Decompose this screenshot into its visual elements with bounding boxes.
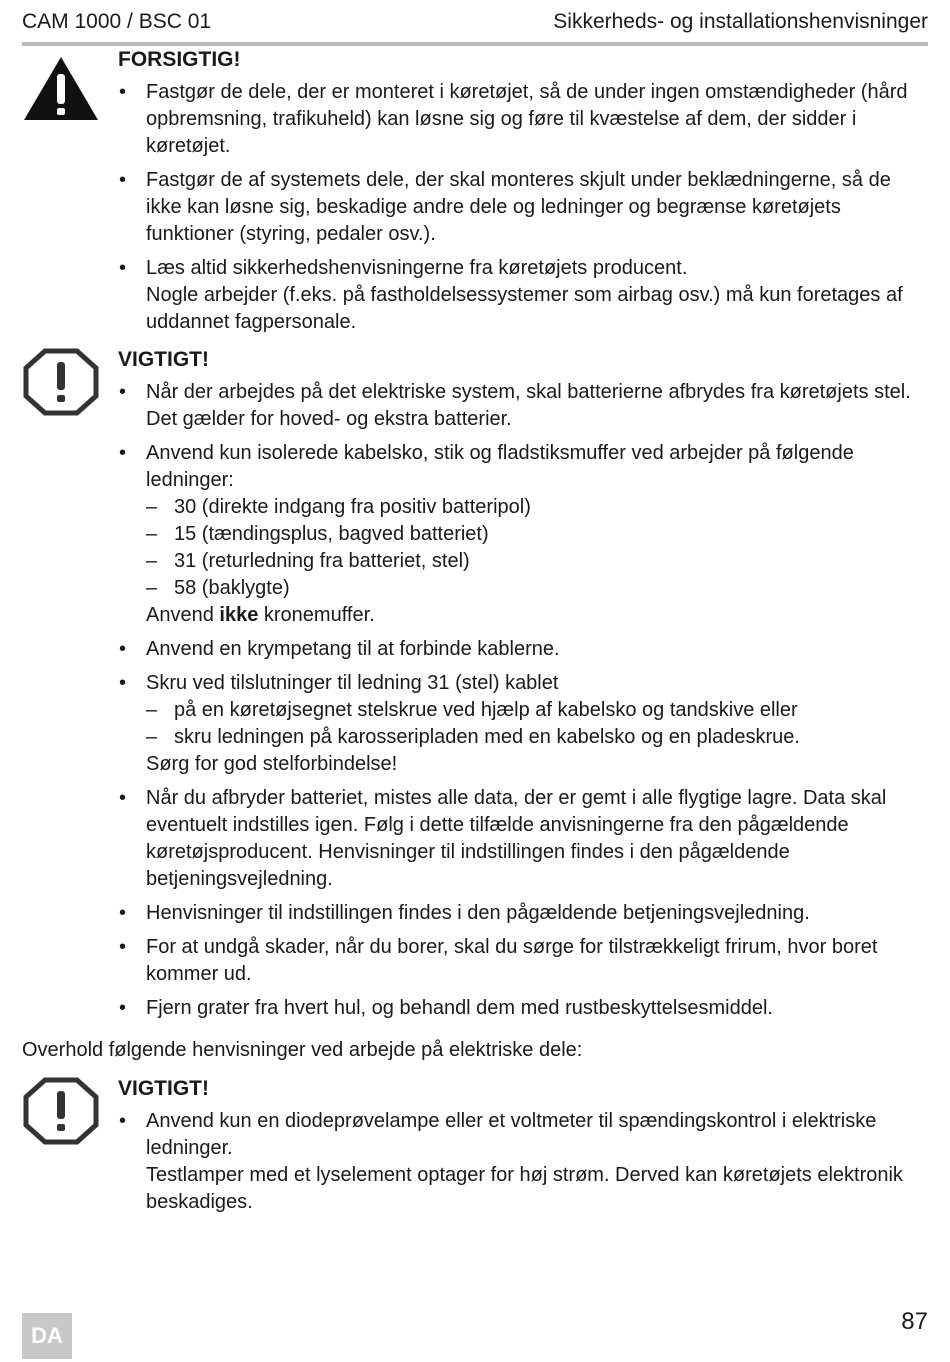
language-badge: DA [22, 1313, 72, 1359]
important-heading: VIGTIGT! [118, 1077, 209, 1100]
list-item: • Anvend kun en diodeprøvelampe eller et voltmeter til spændingskontrol i elektriske ledninger. Testlamper med et lyselement optager for høj strøm. Derved kan køretøjets elektronik beskadiges. [118, 1108, 928, 1216]
note: Sørg for god stelforbindelse! [146, 753, 398, 775]
important-heading: VIGTIGT! [118, 348, 209, 371]
sub-list-item: – skru ledningen på karosseripladen med en kabelsko og en pladeskrue. [146, 724, 928, 751]
warning-triangle-icon [22, 54, 100, 122]
note: Anvend ikke kronemuffer. [146, 604, 375, 626]
exclamation-octagon-icon [22, 1077, 100, 1145]
list-item: • Henvisninger til indstillingen findes i den pågældende betjeningsvejledning. [118, 900, 928, 927]
sub-list [146, 697, 928, 751]
list-item: • Når der arbejdes på det elektriske system, skal batterierne afbrydes fra køretøjets stel. Det gælder for hoved- og ekstra batterier. [118, 379, 928, 433]
intro-text: Overhold følgende henvisninger ved arbejde på elektriske dele: [22, 1039, 583, 1061]
sub-list-item: – 30 (direkte indgang fra positiv batteripol) [146, 494, 928, 521]
caution-list [118, 79, 928, 336]
sub-list-item: – på en køretøjsegnet stelskrue ved hjælp af kabelsko og tandskive eller [146, 697, 928, 724]
important-list [118, 1108, 928, 1216]
header-section: Sikkerheds- og installationshenvisninger [553, 10, 928, 33]
list-item: • Læs altid sikkerhedshenvisningerne fra køretøjets producent. Nogle arbejder (f.eks. på fastholdelsessystemer som airbag osv.) må kun foretages af uddannet fagpersonale. [118, 255, 928, 336]
list-item: • Fastgør de af systemets dele, der skal monteres skjult under beklædningerne, så de ikke kan løsne sig, beskadige andre dele og ledninger og begrænse køretøjets funktioner (styring, pedaler osv.). [118, 167, 928, 248]
page-number: 87 [901, 1308, 928, 1335]
list-item: • Når du afbryder batteriet, mistes alle data, der er gemt i alle flygtige lagre. Data skal eventuelt indstilles igen. Følg i dette tilfælde anvisningerne fra den pågældende køretøjsproducent. Henvisninger til indstillingen findes i den pågældende betjeningsvejledning. [118, 785, 928, 893]
list-item: • Anvend en krympetang til at forbinde kablerne. [118, 636, 928, 663]
page-header [22, 8, 928, 46]
header-product: CAM 1000 / BSC 01 [22, 10, 212, 33]
list-item: • Fastgør de dele, der er monteret i køretøjet, så de under ingen omstændigheder (hård opbremsning, trafikuheld) kan løsne sig og føre til kvæstelse af dem, der sidder i køretøjet. [118, 79, 928, 160]
sub-list [146, 494, 928, 602]
sub-list-item: – 31 (returledning fra batteriet, stel) [146, 548, 928, 575]
sub-list-item: – 58 (baklygte) [146, 575, 928, 602]
list-item: • For at undgå skader, når du borer, skal du sørge for tilstrækkeligt frirum, hvor boret kommer ud. [118, 934, 928, 988]
list-item: • Fjern grater fra hvert hul, og behandl dem med rustbeskyttelsesmiddel. [118, 995, 928, 1022]
sub-list-item: – 15 (tændingsplus, bagved batteriet) [146, 521, 928, 548]
caution-heading: FORSIGTIG! [118, 48, 241, 71]
list-item: • Skru ved tilslutninger til ledning 31 (stel) kablet – på en køretøjsegnet stelskrue ved hjælp af kabelsko og tandskive eller – skru ledningen på karosseripladen med en kabelsko og en pladeskrue. Sørg for god stelforbindelse! [118, 670, 928, 778]
important-list [118, 379, 928, 1022]
list-item: • Anvend kun isolerede kabelsko, stik og fladstiksmuffer ved arbejder på følgende ledninger: – 30 (direkte indgang fra positiv batteripol) – 15 (tændingsplus, bagved batteriet) – 31 (returledning fra batteriet, stel) – 58 (baklygte) Anvend ikke kronemuffer. [118, 440, 928, 629]
exclamation-octagon-icon [22, 348, 100, 416]
